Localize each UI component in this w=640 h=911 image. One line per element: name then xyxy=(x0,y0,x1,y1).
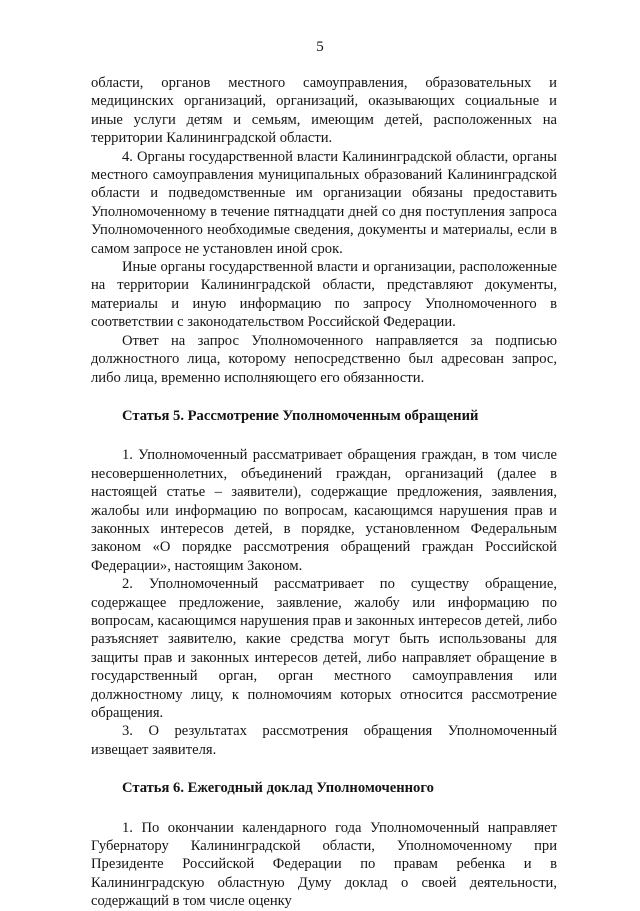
document-body xyxy=(91,74,557,911)
article-5-item-1: 1. Уполномоченный рассматривает обращения граждан, в том числе несовершеннолетних, объединений граждан, организаций (далее в настоящей статье – заявители), содержащие предложения, заявления, жалобы или информацию по вопросам, касающимся нарушения прав и законных интересов детей, в порядке, установленном Федеральным законом «О порядке рассмотрения обращений граждан Российской Федерации», настоящим Законом. xyxy=(91,447,557,574)
article-5-item-2: 2. Уполномоченный рассматривает по существу обращение, содержащее предложение, заявление, жалобу или информацию по вопросам, касающимся нарушения прав и законных интересов детей, либо разъясняет заявителю, какие средства могут быть использованы для защиты прав и законных интересов детей, либо направляет обращение в государственный орган, орган местного самоуправления или должностному лицу, к полномочиям которых относится рассмотрение обращения. xyxy=(91,576,557,721)
paragraph-response: Ответ на запрос Уполномоченного направляется за подписью должностного лица, которому непосредственно был адресован запрос, либо лица, временно исполняющего его обязанности. xyxy=(91,332,557,386)
page-number: 5 xyxy=(316,39,324,55)
article-5-heading: Статья 5. Рассмотрение Уполномоченным обращений xyxy=(122,407,479,424)
article-6-item-1: 1. По окончании календарного года Уполномоченный направляет Губернатору Калининградской области, Уполномоченному при Президенте Российской Федерации по правам ребенка и в Калининградскую областную Думу доклад о своей деятельности, содержащий в том числе оценку xyxy=(91,819,557,910)
paragraph-other-bodies: Иные органы государственной власти и организации, расположенные на территории Калининградской области, представляют документы, материалы и иную информацию по запросу Уполномоченного в соответствии с законодательством Российской Федерации. xyxy=(91,259,557,331)
article-5-item-3: 3. О результатах рассмотрения обращения Уполномоченный извещает заявителя. xyxy=(91,723,557,758)
paragraph-continuation: области, органов местного самоуправления, образовательных и медицинских организаций, организаций, оказывающих социальные и иные услуги детям и семьям, имеющим детей, расположенных на территории Калининградской области. xyxy=(91,75,557,147)
paragraph-item-4: 4. Органы государственной власти Калининградской области, органы местного самоуправления муниципальных образований Калининградской области и подведомственные им организации обязаны предоставить Уполномоченному в течение пятнадцати дней со дня поступления запроса Уполномоченного необходимые сведения, документы и материалы, если в самом запросе не установлен иной срок. xyxy=(91,148,557,257)
article-6-heading: Статья 6. Ежегодный доклад Уполномоченного xyxy=(122,780,434,797)
